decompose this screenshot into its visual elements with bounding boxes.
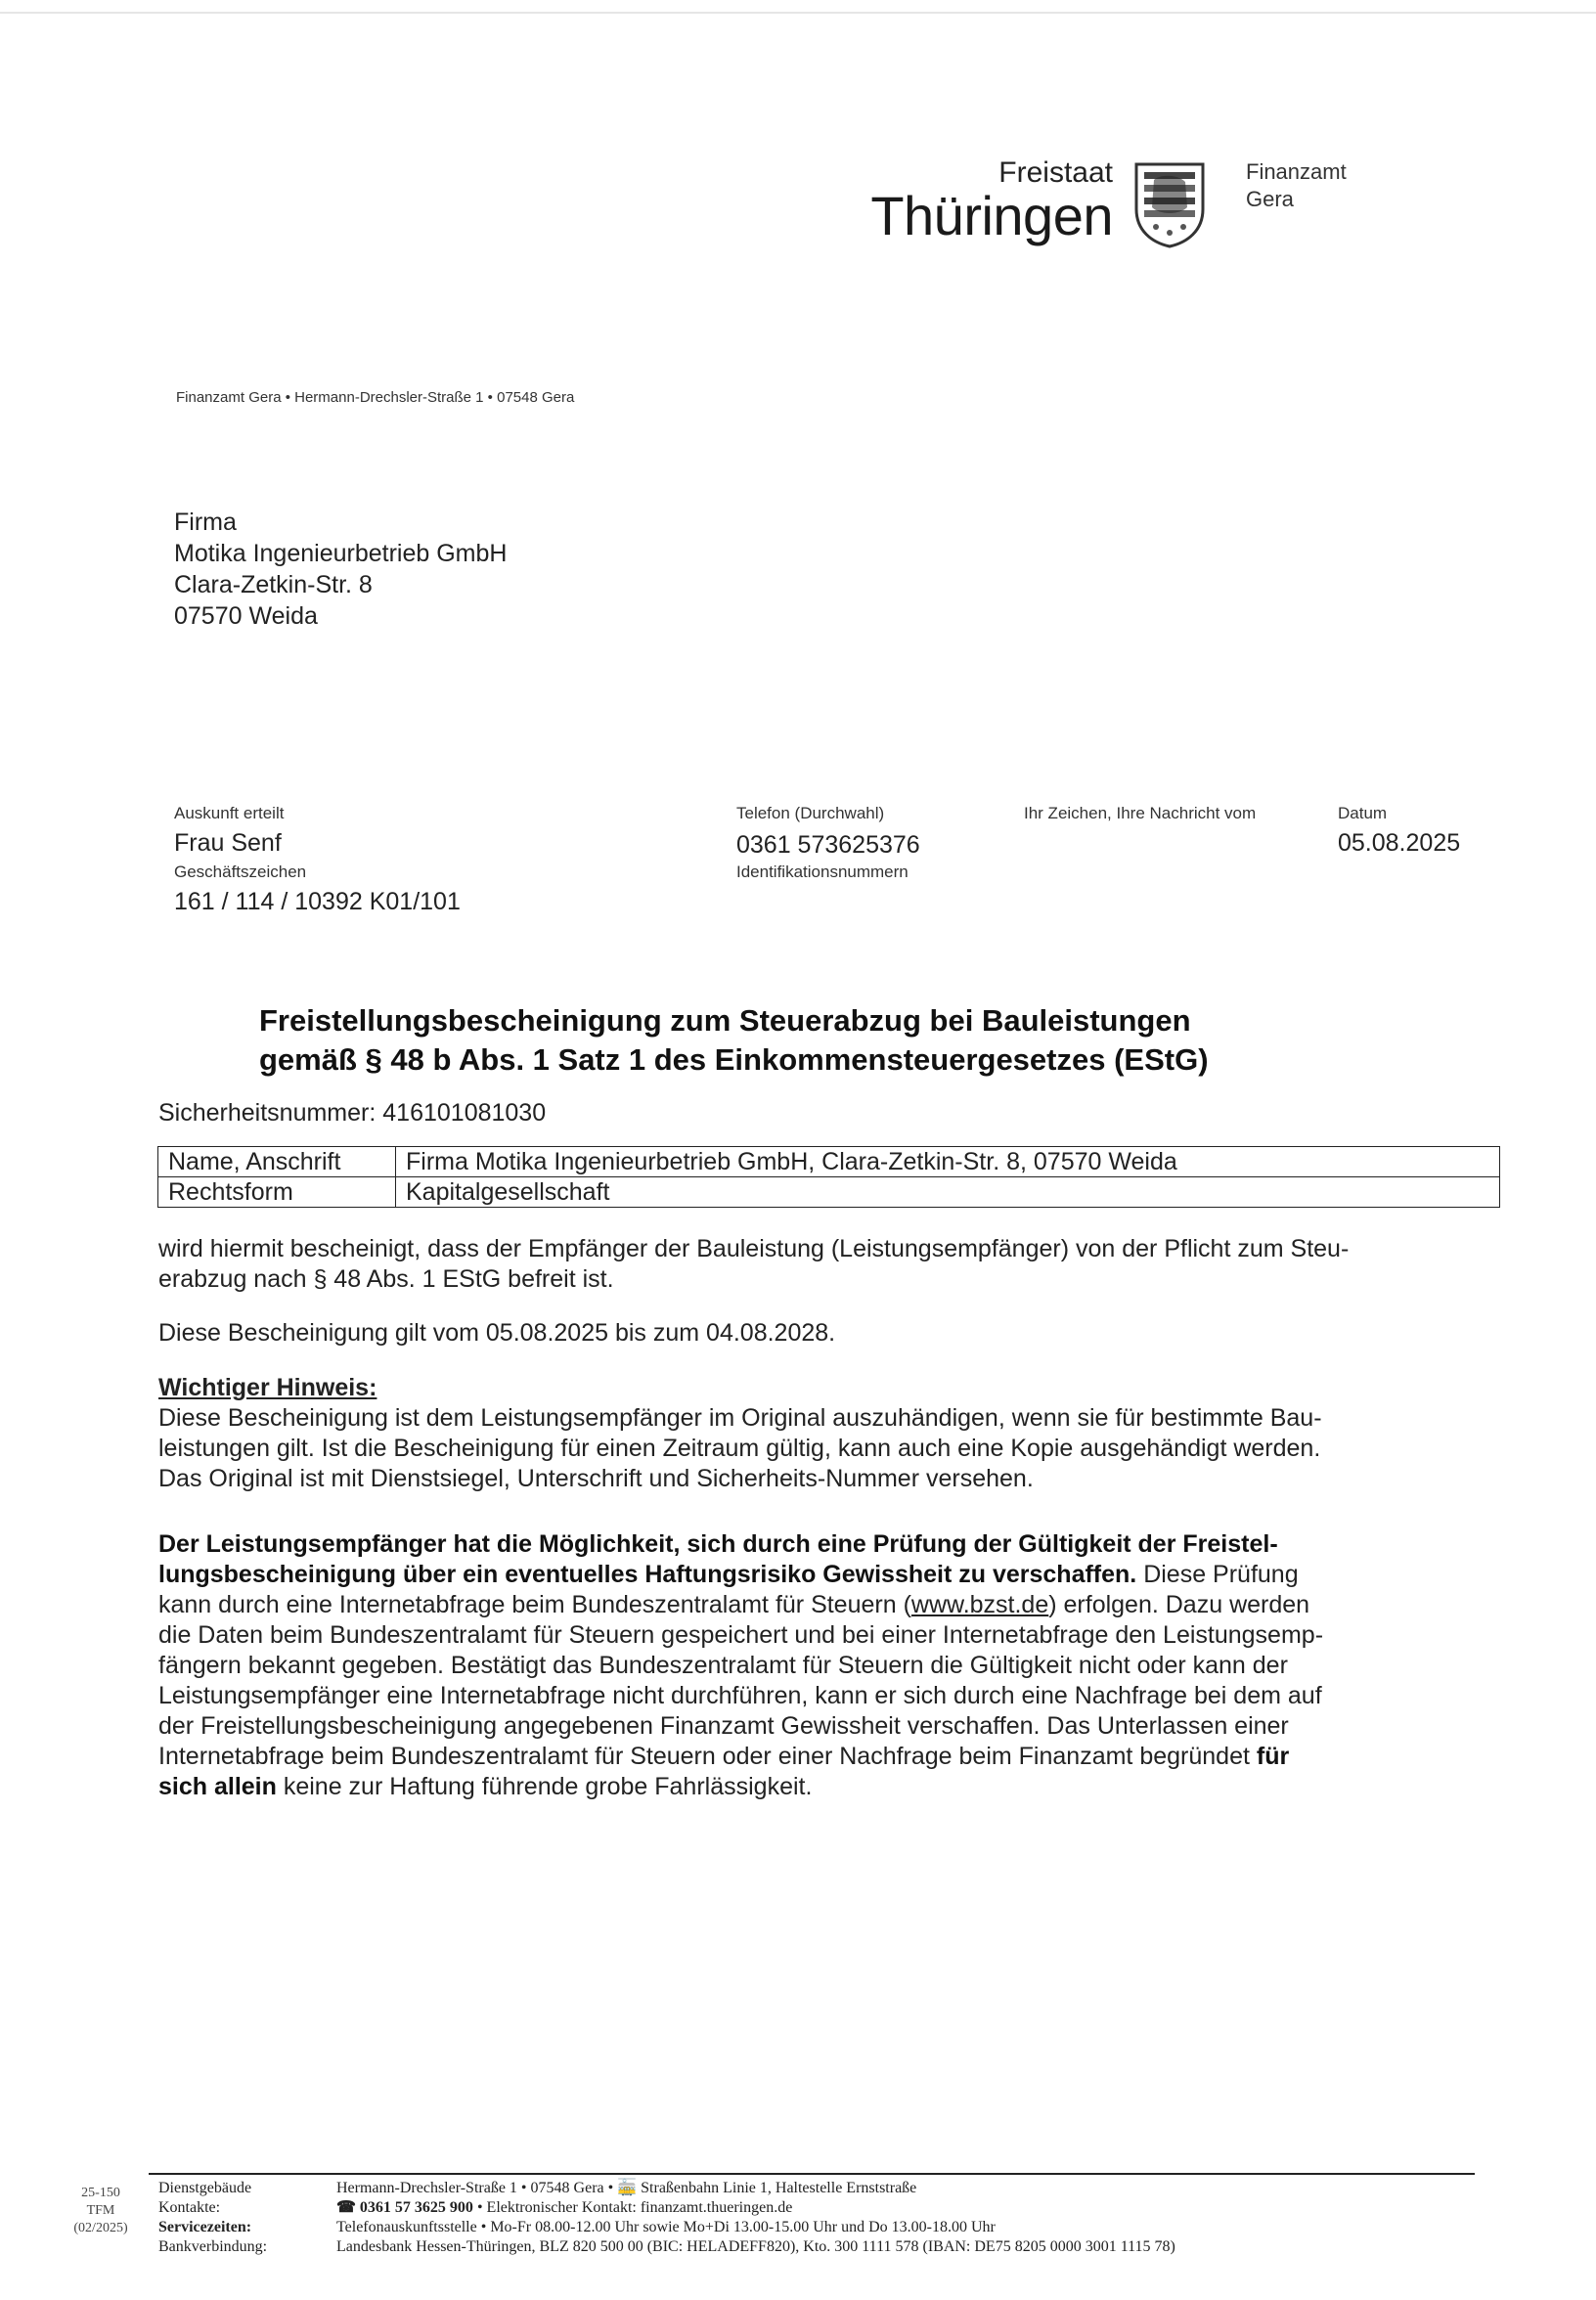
bzst-link[interactable]: www.bzst.de bbox=[910, 1591, 1049, 1618]
validity-paragraph: Diese Bescheinigung gilt vom 05.08.2025 bis zum 04.08.2028. bbox=[158, 1319, 836, 1347]
title-line1: Freistellungsbescheinigung zum Steuerabzug bei Bauleistungen bbox=[259, 1003, 1191, 1038]
form-code bbox=[61, 2185, 141, 2237]
auskunft-label: Auskunft erteilt bbox=[174, 804, 285, 822]
security-number bbox=[158, 1099, 546, 1128]
bold-text: für bbox=[1256, 1743, 1290, 1770]
recipient-line1: Firma bbox=[174, 509, 237, 536]
footer-contacts bbox=[336, 2198, 1175, 2218]
bold-text: sich allein bbox=[158, 1773, 277, 1800]
recipient-address bbox=[174, 507, 507, 632]
form-code-line: (02/2025) bbox=[73, 2221, 128, 2235]
table-key: Rechtsform bbox=[158, 1177, 396, 1208]
exemption-paragraph bbox=[158, 1234, 1498, 1295]
paragraph-line: Das Original ist mit Dienstsiegel, Unterschrift und Sicherheits-Nummer versehen. bbox=[158, 1465, 1034, 1492]
datum-value: 05.08.2025 bbox=[1338, 829, 1461, 857]
paragraph-line: fängern bekannt gegeben. Bestätigt das Bundeszentralamt für Steuern die Gültigkeit nicht oder kann der bbox=[158, 1652, 1288, 1679]
bold-text: Der Leistungsempfänger hat die Möglichkeit, sich durch eine Prüfung der Gültigkeit der Freistel- bbox=[158, 1530, 1278, 1558]
footer-label: Servicezeiten: bbox=[158, 2219, 252, 2235]
paragraph-line: erabzug nach § 48 Abs. 1 EStG befreit ist. bbox=[158, 1265, 614, 1293]
certificate-table bbox=[157, 1146, 1500, 1208]
bold-text: lungsbescheinigung über ein eventuelles Haftungsrisiko Gewissheit zu verschaffen. bbox=[158, 1561, 1137, 1588]
paragraph-line: wird hiermit bescheinigt, dass der Empfänger der Bauleistung (Leistungsempfänger) von der Pflicht zum Steu- bbox=[158, 1235, 1350, 1262]
table-row bbox=[158, 1177, 1500, 1208]
footer-values bbox=[336, 2179, 1175, 2257]
liability-paragraph bbox=[158, 1529, 1498, 1802]
datum-label: Datum bbox=[1338, 804, 1388, 822]
title-line2: gemäß § 48 b Abs. 1 Satz 1 des Einkommensteuergesetzes (EStG) bbox=[259, 1042, 1209, 1077]
authority-line1: Finanzamt bbox=[1246, 159, 1347, 184]
auskunft-value: Frau Senf bbox=[174, 829, 282, 857]
paragraph-line: Leistungsempfänger eine Internetabfrage nicht durchführen, kann er sich durch eine Nachfrage bei dem auf bbox=[158, 1682, 1322, 1709]
paragraph-line: Diese Bescheinigung ist dem Leistungsempfänger im Original auszuhändigen, wenn sie für bestimmte Bau- bbox=[158, 1404, 1322, 1432]
telefon-label: Telefon (Durchwahl) bbox=[736, 804, 885, 822]
authority-name bbox=[1246, 158, 1347, 213]
form-code-line: 25-150 bbox=[81, 2186, 120, 2200]
footer-label: Kontakte: bbox=[158, 2199, 221, 2216]
geschaeftszeichen-value: 161 / 114 / 10392 K01/101 bbox=[174, 888, 461, 915]
security-value: 416101081030 bbox=[382, 1099, 547, 1127]
paragraph-text: Internetabfrage beim Bundeszentralamt für Steuern oder einer Nachfrage beim Finanzamt begründet bbox=[158, 1743, 1257, 1770]
paragraph-line: der Freistellungsbescheinigung angegebenen Finanzamt Gewissheit verschaffen. Das Unterlassen einer bbox=[158, 1712, 1289, 1740]
identifikation-label: Identifikationsnummern bbox=[736, 862, 909, 881]
footer-label: Dienstgebäude bbox=[158, 2180, 252, 2196]
footer-labels bbox=[158, 2179, 267, 2257]
footer-address: Hermann-Drechsler-Straße 1 • 07548 Gera • 🚋 Straßenbahn Linie 1, Haltestelle Ernststraße bbox=[336, 2180, 917, 2196]
ihr-zeichen-label: Ihr Zeichen, Ihre Nachricht vom bbox=[1024, 804, 1257, 822]
recipient-line4: 07570 Weida bbox=[174, 602, 318, 630]
form-code-line: TFM bbox=[86, 2203, 115, 2218]
footer-phone: ☎ 0361 57 3625 900 bbox=[336, 2199, 473, 2216]
return-address: Finanzamt Gera • Hermann-Drechsler-Straße 1 • 07548 Gera bbox=[176, 389, 575, 406]
coat-of-arms-icon bbox=[1130, 158, 1209, 250]
footer-contact-web: • Elektronischer Kontakt: finanzamt.thueringen.de bbox=[472, 2199, 793, 2216]
security-label: Sicherheitsnummer: bbox=[158, 1099, 377, 1127]
footer-bank: Landesbank Hessen-Thüringen, BLZ 820 500 00 (BIC: HELADEFF820), Kto. 300 1111 578 (IBAN: DE75 8205 0000 3001 1115 78) bbox=[336, 2238, 1175, 2255]
geschaeftszeichen-label: Geschäftszeichen bbox=[174, 862, 307, 881]
footer-divider bbox=[149, 2173, 1475, 2175]
paragraph-text: keine zur Haftung führende grobe Fahrlässigkeit. bbox=[276, 1773, 813, 1800]
paragraph-text: ) erfolgen. Dazu werden bbox=[1048, 1591, 1310, 1618]
footer-service-hours: Telefonauskunftsstelle • Mo-Fr 08.00-12.00 Uhr sowie Mo+Di 13.00-15.00 Uhr und Do 13.00-18.00 Uhr bbox=[336, 2219, 996, 2235]
recipient-line3: Clara-Zetkin-Str. 8 bbox=[174, 571, 373, 598]
footer-label: Bankverbindung: bbox=[158, 2238, 268, 2255]
hint-heading: Wichtiger Hinweis: bbox=[158, 1374, 377, 1401]
table-key: Name, Anschrift bbox=[158, 1147, 396, 1177]
recipient-line2: Motika Ingenieurbetrieb GmbH bbox=[174, 540, 508, 567]
telefon-value: 0361 573625376 bbox=[736, 831, 920, 859]
table-value: Firma Motika Ingenieurbetrieb GmbH, Clara-Zetkin-Str. 8, 07570 Weida bbox=[396, 1147, 1500, 1177]
document-title bbox=[259, 1001, 1209, 1080]
paragraph-line: leistungen gilt. Ist die Bescheinigung für einen Zeitraum gültig, kann auch eine Kopie ausgehändigt werden. bbox=[158, 1435, 1321, 1462]
table-value: Kapitalgesellschaft bbox=[396, 1177, 1500, 1208]
hint-section bbox=[158, 1373, 1498, 1494]
paragraph-text: Diese Prüfung bbox=[1136, 1561, 1299, 1588]
scan-edge bbox=[0, 12, 1596, 14]
paragraph-text: kann durch eine Internetabfrage beim Bundeszentralamt für Steuern ( bbox=[158, 1591, 911, 1618]
paragraph-line: die Daten beim Bundeszentralamt für Steuern gespeichert und bei einer Internetabfrage den Leistungsemp- bbox=[158, 1621, 1324, 1649]
logo-thueringen: Thüringen bbox=[870, 185, 1113, 246]
table-row bbox=[158, 1147, 1500, 1177]
authority-line2: Gera bbox=[1246, 187, 1294, 211]
logo-freistaat: Freistaat bbox=[998, 156, 1113, 189]
